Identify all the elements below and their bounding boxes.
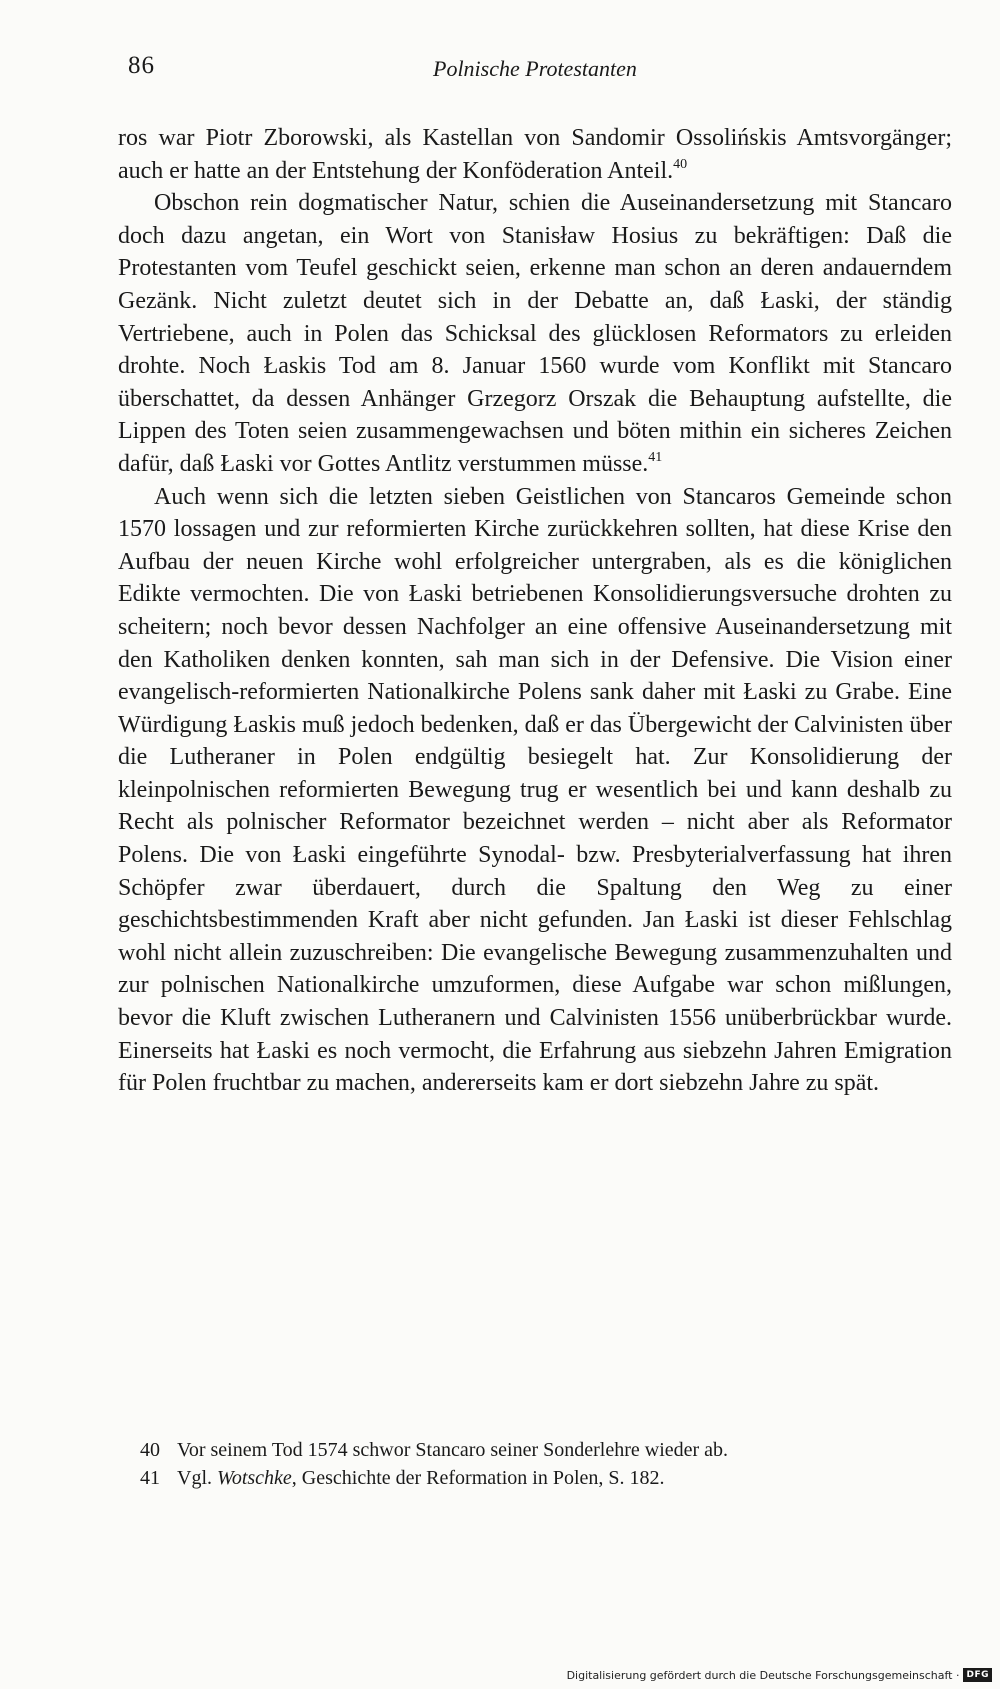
paragraph-2-text: Obschon rein dogmatischer Natur, schien die Auseinandersetzung mit Stancaro doch dazu angetan, ein Wort von Stanisław Hosius zu bekräftigen: Daß die Protestanten vom Teufel geschickt seien, erkenne man schon an deren andauerndem Gezänk. Nicht zuletzt deutet sich in der Debatte an, daß Łaski, der ständig Vertriebene, auch in Polen das Schicksal des glücklosen Reformators zu erleiden drohte. Noch Łaskis Tod am 8. Januar 1560 wurde vom Konflikt mit Stancaro überschattet, da dessen Anhänger Grzegorz Orszak die Behauptung aufstellte, die Lippen des Toten seien zusammengewachsen und böten mithin ein sicheres Zeichen dafür, daß Łaski vor Gottes Antlitz verstummen müsse. bbox=[118, 190, 952, 477]
body-text bbox=[118, 122, 952, 1100]
running-title: Polnische Protestanten bbox=[433, 56, 637, 81]
dfg-logo-icon[interactable]: DFG bbox=[963, 1668, 992, 1682]
paragraph-1-text: ros war Piotr Zborowski, als Kastellan von Sandomir Ossolińskis Amtsvorgänger; auch er hatte an der Entstehung der Konföderation Anteil. bbox=[118, 125, 952, 184]
footnote-40 bbox=[140, 1436, 940, 1464]
digitization-credit-bar bbox=[567, 1665, 992, 1685]
paragraph-3-text: Auch wenn sich die letzten sieben Geistlichen von Stancaros Gemeinde schon 1570 lossagen und zur reformierten Kirche zurückkehren sollten, hat diese Krise den Aufbau der neuen Kirche wohl erfolgreicher untergraben, als es die königlichen Edikte vermochten. Die von Łaski betriebenen Konsolidierungsversuche drohten zu scheitern; noch bevor dessen Nachfolger an eine offensive Auseinandersetzung mit den Katholiken denken konnten, sah man sich in der Defensive. Die Vision einer evangelisch-reformierten Nationalkirche Polens sank daher mit Łaski zu Grabe. Eine Würdigung Łaskis muß jedoch bedenken, daß er das Übergewicht der Calvinisten über die Lutheraner in Polen endgültig besiegelt hat. Zur Konsolidierung der kleinpolnischen reformierten Bewegung trug er wesentlich bei und kann deshalb zu Recht als polnischer Reformator bezeichnet werden – nicht aber als Reformator Polens. Die von Łaski eingeführte Synodal- bzw. Presbyterialverfassung hat ihren Schöpfer zwar überdauert, durch die Spaltung den Weg zu einer geschichtsbestimmenden Kraft aber nicht gefunden. Jan Łaski ist dieser Fehlschlag wohl nicht allein zuzuschreiben: Die evangelische Bewegung zusammenzuhalten und zur polnischen Nationalkirche umzuformen, diese Aufgabe war schon mißlungen, bevor die Kluft zwischen Lutheranern und Calvinisten 1556 unüberbrückbar wurde. Einerseits hat Łaski es noch vermocht, die Erfahrung aus siebzehn Jahren Emigration für Polen fruchtbar zu machen, andererseits kam er dort siebzehn Jahre zu spät. bbox=[118, 483, 952, 1097]
page-header bbox=[128, 48, 953, 88]
footnote-text: , Geschichte der Reformation in Polen, S. 182. bbox=[291, 1467, 665, 1489]
digitization-credit: Digitalisierung gefördert durch die Deutsche Forschungsgemeinschaft · bbox=[566, 1668, 960, 1682]
footnote-number: 41 bbox=[140, 1467, 160, 1489]
footnote-author: Wotschke bbox=[217, 1467, 292, 1489]
footnote-number: 40 bbox=[140, 1439, 160, 1461]
paragraph-1 bbox=[118, 122, 952, 187]
footnote-text: Vor seinem Tod 1574 schwor Stancaro seiner Sonderlehre wieder ab. bbox=[177, 1439, 729, 1461]
paragraph-2 bbox=[118, 187, 952, 480]
footnote-41 bbox=[140, 1464, 940, 1492]
page-number: 86 bbox=[128, 52, 155, 79]
paragraph-3 bbox=[118, 481, 952, 1100]
footnote-ref-40[interactable]: 40 bbox=[673, 156, 688, 172]
footnote-ref-41[interactable]: 41 bbox=[648, 449, 663, 465]
footnote-prefix: Vgl. bbox=[177, 1467, 217, 1489]
footnotes bbox=[140, 1436, 940, 1492]
